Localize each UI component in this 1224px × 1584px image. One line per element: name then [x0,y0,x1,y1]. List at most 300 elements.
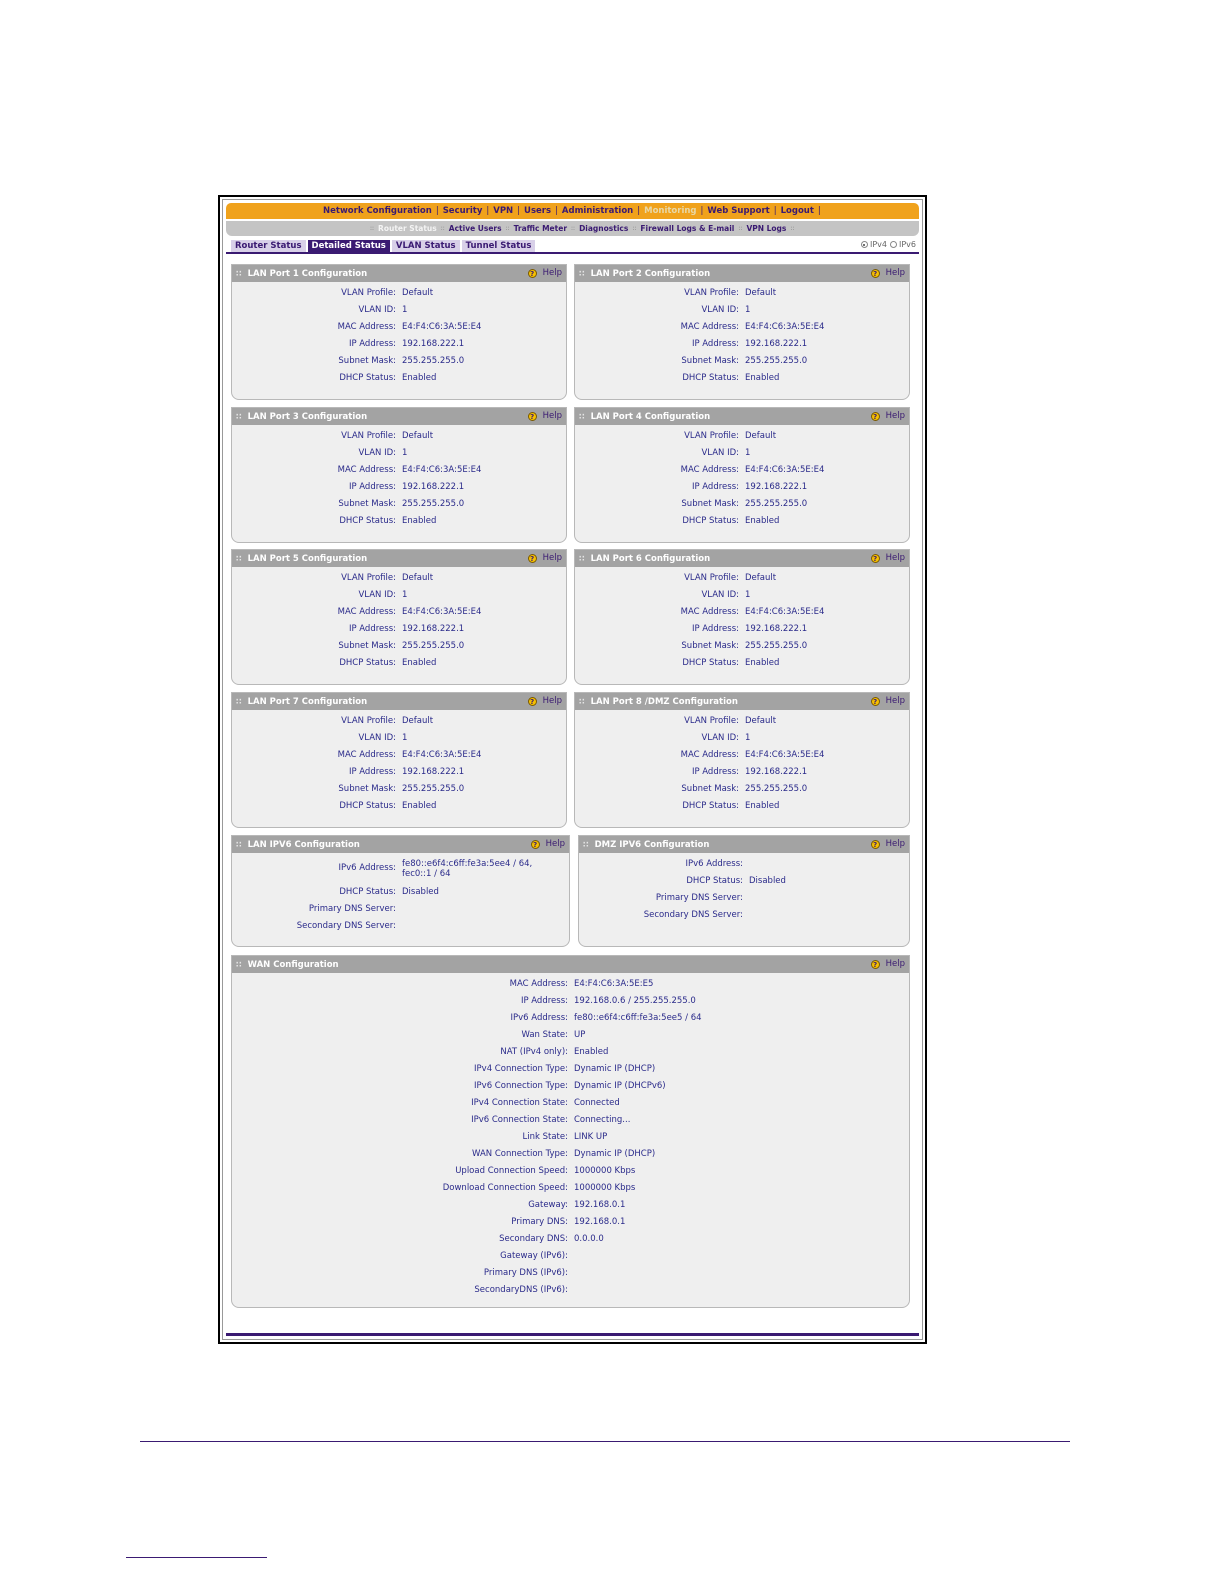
drag-grip-icon[interactable]: ∷ [579,554,585,563]
field-label: Subnet Mask: [681,784,739,794]
submenu-traffic-meter[interactable]: Traffic Meter [513,224,568,233]
info-row [232,859,569,887]
field-label: VLAN ID: [701,305,739,315]
field-label: DHCP Status: [339,516,396,526]
info-row [232,1132,909,1149]
info-row [232,1098,909,1115]
info-row [232,1149,909,1166]
info-row [575,767,909,784]
field-value: E4:F4:C6:3A:5E:E4 [402,465,482,475]
sub-menu: :: Router Status :: Active Users :: Traffic Meter :: Diagnostics :: Firewall Logs & E-mail :: VPN Logs :: [226,221,919,236]
config-panel [231,692,567,828]
menu-vpn[interactable]: VPN [493,206,514,216]
help-icon: ? [528,554,537,563]
info-row [232,1234,909,1251]
info-row [579,893,909,910]
info-row [575,482,909,499]
field-value: Enabled [745,658,780,668]
submenu-diagnostics[interactable]: Diagnostics [579,224,629,233]
field-label: VLAN Profile: [684,431,739,441]
info-row [232,607,566,624]
info-row [575,499,909,516]
info-row [232,1200,909,1217]
info-row [232,305,566,322]
drag-grip-icon[interactable]: ∷ [236,840,242,849]
field-label: DHCP Status: [682,516,739,526]
field-label: MAC Address: [680,750,739,760]
field-value: Disabled [402,887,439,897]
field-label: MAC Address: [337,465,396,475]
field-value: 255.255.255.0 [745,784,808,794]
panel-title: LAN Port 2 Configuration [590,268,711,279]
field-value: E4:F4:C6:3A:5E:E4 [745,322,825,332]
field-label: IP Address: [348,339,396,349]
field-value: 1 [402,448,408,458]
info-row [232,1285,909,1302]
info-row [232,1013,909,1030]
menu-users[interactable]: Users [524,206,552,216]
help-icon: ? [871,697,880,706]
field-label: MAC Address: [680,465,739,475]
panel-rows [232,710,566,818]
info-row [232,448,566,465]
field-label: WAN Connection Type: [472,1149,568,1159]
info-row [575,658,909,675]
field-value: 192.168.222.1 [745,767,808,777]
field-label: VLAN Profile: [684,288,739,298]
field-value: Enabled [402,801,437,811]
field-value: E4:F4:C6:3A:5E:E4 [745,750,825,760]
info-row [232,482,566,499]
field-label: VLAN Profile: [341,573,396,583]
panel-title: LAN Port 6 Configuration [590,553,711,564]
info-row [232,1183,909,1200]
field-value: 1 [745,590,751,600]
field-value: Dynamic IP (DHCP) [574,1149,656,1159]
field-value: E4:F4:C6:3A:5E:E4 [402,750,482,760]
config-panel [231,955,910,1308]
field-label: VLAN Profile: [684,716,739,726]
config-panel [231,264,567,400]
status-tabs [231,240,537,252]
drag-grip-icon[interactable]: ∷ [583,840,589,849]
info-row [232,996,909,1013]
panel-header [232,265,566,282]
drag-grip-icon[interactable]: ∷ [579,697,585,706]
field-value: 192.168.222.1 [745,482,808,492]
field-value: Default [745,716,777,726]
help-link[interactable] [871,411,905,421]
help-link[interactable] [871,959,905,969]
help-label: Help [545,839,565,849]
field-label: VLAN ID: [358,590,396,600]
field-value: 192.168.222.1 [745,339,808,349]
info-row [232,767,566,784]
info-row [232,733,566,750]
field-value: 192.168.222.1 [745,624,808,634]
panel-rows [575,710,909,818]
field-label: IP Address: [691,767,739,777]
panel-header [232,956,909,973]
panel-header [575,693,909,710]
submenu-vpn-logs[interactable]: VPN Logs [746,224,787,233]
field-label: Primary DNS: [511,1217,568,1227]
info-row [232,921,569,938]
help-label: Help [542,411,562,421]
info-row [575,339,909,356]
field-value: 192.168.0.1 [574,1200,626,1210]
field-label: NAT (IPv4 only): [500,1047,568,1057]
drag-grip-icon[interactable]: ∷ [579,412,585,421]
field-value: Default [745,431,777,441]
help-icon: ? [871,554,880,563]
submenu-router-status[interactable]: Router Status [378,224,437,233]
field-label: Wan State: [521,1030,568,1040]
field-label: Subnet Mask: [338,641,396,651]
field-label: Subnet Mask: [338,356,396,366]
info-row [575,624,909,641]
info-row [232,784,566,801]
panel-rows [575,282,909,390]
field-value: 1 [402,590,408,600]
field-label: Subnet Mask: [338,784,396,794]
panel-rows [232,282,566,390]
help-icon: ? [528,412,537,421]
field-label: Link State: [522,1132,568,1142]
field-value: Connecting... [574,1115,631,1125]
field-value: 192.168.222.1 [402,624,465,634]
info-row [575,356,909,373]
help-label: Help [885,839,905,849]
panel-rows [232,973,909,1302]
field-value: 1000000 Kbps [574,1166,636,1176]
help-link[interactable] [528,696,562,706]
info-row [232,801,566,818]
menu-web-support[interactable]: Web Support [707,206,770,216]
menu-logout[interactable]: Logout [780,206,814,216]
field-label: VLAN Profile: [684,573,739,583]
help-link[interactable] [871,839,905,849]
field-value: 192.168.222.1 [402,767,465,777]
help-label: Help [885,959,905,969]
info-row [232,322,566,339]
field-label: Secondary DNS Server: [643,910,743,920]
info-row [579,876,909,893]
config-panel [574,264,910,400]
menu-security[interactable]: Security [442,206,483,216]
info-row [232,1115,909,1132]
ip-version-selector [858,240,916,249]
info-row [579,910,909,927]
info-row [232,1268,909,1285]
info-row [232,1251,909,1268]
field-value: 255.255.255.0 [402,784,465,794]
field-label: Primary DNS Server: [655,893,743,903]
info-row [575,448,909,465]
info-row [232,1217,909,1234]
help-label: Help [885,696,905,706]
panel-rows [232,853,569,938]
panel-title: LAN IPV6 Configuration [247,839,360,850]
ipv4-radio[interactable] [861,241,868,248]
config-panel [578,835,910,947]
panel-header [575,408,909,425]
info-row [232,979,909,996]
info-row [232,431,566,448]
bottom-rule [226,1333,919,1336]
field-label: Subnet Mask: [681,499,739,509]
ipv6-radio[interactable] [890,241,897,248]
field-label: IPv6 Address: [338,863,396,873]
field-value: 0.0.0.0 [574,1234,604,1244]
info-row [575,641,909,658]
panel-rows [575,567,909,675]
panel-title: WAN Configuration [247,959,339,970]
panel-rows [579,853,909,927]
field-value: 1 [745,733,751,743]
field-label: DHCP Status: [339,658,396,668]
help-link[interactable] [528,268,562,278]
config-panel [231,407,567,543]
field-value: 255.255.255.0 [745,641,808,651]
field-label: VLAN ID: [701,448,739,458]
help-icon: ? [871,412,880,421]
help-link[interactable] [528,411,562,421]
tab-underline [226,252,919,254]
info-row [575,431,909,448]
info-row [575,750,909,767]
menu-administration[interactable]: Administration [561,206,634,216]
info-row [575,801,909,818]
field-value: Disabled [749,876,786,886]
help-link[interactable] [528,553,562,563]
field-label: MAC Address: [509,979,568,989]
field-label: VLAN Profile: [341,288,396,298]
field-value: 1 [402,305,408,315]
field-value: Default [402,573,434,583]
help-icon: ? [871,269,880,278]
help-label: Help [885,411,905,421]
drag-grip-icon[interactable]: ∷ [236,554,242,563]
field-label: DHCP Status: [339,373,396,383]
field-value: Default [745,573,777,583]
panel-title: LAN Port 1 Configuration [247,268,368,279]
info-row [232,465,566,482]
tab-detailed-status[interactable]: Detailed Status [308,240,390,252]
field-value: 192.168.222.1 [402,339,465,349]
tab-tunnel-status[interactable]: Tunnel Status [462,240,536,252]
field-value: 255.255.255.0 [745,499,808,509]
help-link[interactable] [531,839,565,849]
field-label: VLAN Profile: [341,431,396,441]
panel-header [232,836,569,853]
screenshot-frame [218,195,927,1344]
field-label: IPv6 Connection State: [471,1115,568,1125]
field-value: fe80::e6f4:c6ff:fe3a:5ee4 / 64, fec0::1 / 64 [402,859,533,879]
field-value: Default [745,288,777,298]
field-value: fe80::e6f4:c6ff:fe3a:5ee5 / 64 [574,1013,702,1023]
drag-grip-icon[interactable]: ∷ [579,269,585,278]
panel-header [579,836,909,853]
info-row [575,607,909,624]
field-label: Primary DNS Server: [308,904,396,914]
panel-header [575,550,909,567]
help-label: Help [885,268,905,278]
field-value: Default [402,431,434,441]
help-icon: ? [531,840,540,849]
submenu-firewall-logs[interactable]: Firewall Logs & E-mail [640,224,735,233]
field-label: IP Address: [348,767,396,777]
drag-grip-icon[interactable]: ∷ [236,269,242,278]
field-value: Enabled [402,373,437,383]
field-label: Upload Connection Speed: [455,1166,568,1176]
info-row [232,1166,909,1183]
info-row [232,288,566,305]
field-label: MAC Address: [680,607,739,617]
field-label: Secondary DNS: [499,1234,568,1244]
drag-grip-icon[interactable]: ∷ [236,960,242,969]
field-label: VLAN ID: [358,733,396,743]
menu-network-configuration[interactable]: Network Configuration [323,206,432,216]
info-row [232,499,566,516]
tab-vlan-status[interactable]: VLAN Status [392,240,460,252]
help-label: Help [542,696,562,706]
help-link[interactable] [871,696,905,706]
field-label: DHCP Status: [339,801,396,811]
ipv6-label: IPv6 [898,240,916,249]
config-panel [231,549,567,685]
field-label: VLAN Profile: [341,716,396,726]
field-value: Dynamic IP (DHCPv6) [574,1081,666,1091]
field-value: 192.168.0.1 [574,1217,626,1227]
panel-header [232,693,566,710]
field-value: 192.168.0.6 / 255.255.255.0 [574,996,696,1006]
field-label: Gateway: [528,1200,568,1210]
field-label: IPv6 Address: [510,1013,568,1023]
field-value: E4:F4:C6:3A:5E:E4 [745,607,825,617]
info-row [232,716,566,733]
info-row [232,573,566,590]
help-icon: ? [871,840,880,849]
field-value: Enabled [745,373,780,383]
help-link[interactable] [871,268,905,278]
field-label: Download Connection Speed: [442,1183,568,1193]
field-value: E4:F4:C6:3A:5E:E5 [574,979,654,989]
ipv4-label: IPv4 [869,240,887,249]
field-value: Enabled [745,516,780,526]
field-value: Connected [574,1098,620,1108]
field-label: IPv4 Connection State: [471,1098,568,1108]
field-label: Subnet Mask: [681,356,739,366]
top-menu: Network Configuration | Security | VPN | Users | Administration | Monitoring | Web Support | Logout | [226,203,919,219]
drag-grip-icon[interactable]: ∷ [236,412,242,421]
config-panel [231,835,570,947]
field-value: 255.255.255.0 [402,356,465,366]
field-label: VLAN ID: [358,305,396,315]
help-icon: ? [528,697,537,706]
field-value: Enabled [402,516,437,526]
field-value: Enabled [574,1047,609,1057]
info-row [232,373,566,390]
field-label: VLAN ID: [701,733,739,743]
help-label: Help [885,553,905,563]
field-value: 255.255.255.0 [402,499,465,509]
field-label: IPv4 Connection Type: [474,1064,568,1074]
field-label: DHCP Status: [682,801,739,811]
field-label: IP Address: [348,624,396,634]
panel-title: LAN Port 5 Configuration [247,553,368,564]
field-label: DHCP Status: [682,658,739,668]
field-value: Default [402,288,434,298]
field-value: 1 [745,448,751,458]
field-value: E4:F4:C6:3A:5E:E4 [745,465,825,475]
info-row [232,1047,909,1064]
field-label: SecondaryDNS (IPv6): [474,1285,568,1295]
info-row [579,859,909,876]
field-label: MAC Address: [337,750,396,760]
panel-rows [232,567,566,675]
field-value: UP [574,1030,586,1040]
panel-title: DMZ IPV6 Configuration [594,839,710,850]
field-label: DHCP Status: [682,373,739,383]
field-label: IP Address: [691,482,739,492]
menu-monitoring[interactable]: Monitoring [644,206,697,216]
info-row [232,590,566,607]
info-row [232,516,566,533]
field-value: 1 [745,305,751,315]
field-value: LINK UP [574,1132,608,1142]
field-label: IP Address: [348,482,396,492]
panel-rows [232,425,566,533]
field-label: Gateway (IPv6): [500,1251,568,1261]
page-footer-short-rule [126,1557,267,1558]
field-label: MAC Address: [680,322,739,332]
info-row [232,339,566,356]
info-row [575,305,909,322]
field-label: VLAN ID: [701,590,739,600]
config-panel [574,407,910,543]
info-row [232,624,566,641]
tab-router-status[interactable]: Router Status [231,240,306,252]
field-label: Secondary DNS Server: [296,921,396,931]
submenu-active-users[interactable]: Active Users [448,224,502,233]
info-row [575,373,909,390]
router-ui [222,199,923,1340]
panel-title: LAN Port 8 /DMZ Configuration [590,696,738,707]
field-label: IPv6 Connection Type: [474,1081,568,1091]
field-label: IPv6 Address: [685,859,743,869]
field-label: Subnet Mask: [338,499,396,509]
field-value: Enabled [402,658,437,668]
info-row [232,1030,909,1047]
info-row [232,356,566,373]
info-row [575,573,909,590]
drag-grip-icon[interactable]: ∷ [236,697,242,706]
field-value: Enabled [745,801,780,811]
info-row [575,590,909,607]
panel-header [232,408,566,425]
help-icon: ? [528,269,537,278]
page-footer-rule [140,1441,1070,1442]
field-value: Default [402,716,434,726]
info-row [232,1064,909,1081]
field-label: IP Address: [691,624,739,634]
field-label: MAC Address: [337,322,396,332]
panel-header [575,265,909,282]
help-link[interactable] [871,553,905,563]
field-label: DHCP Status: [686,876,743,886]
info-row [575,322,909,339]
